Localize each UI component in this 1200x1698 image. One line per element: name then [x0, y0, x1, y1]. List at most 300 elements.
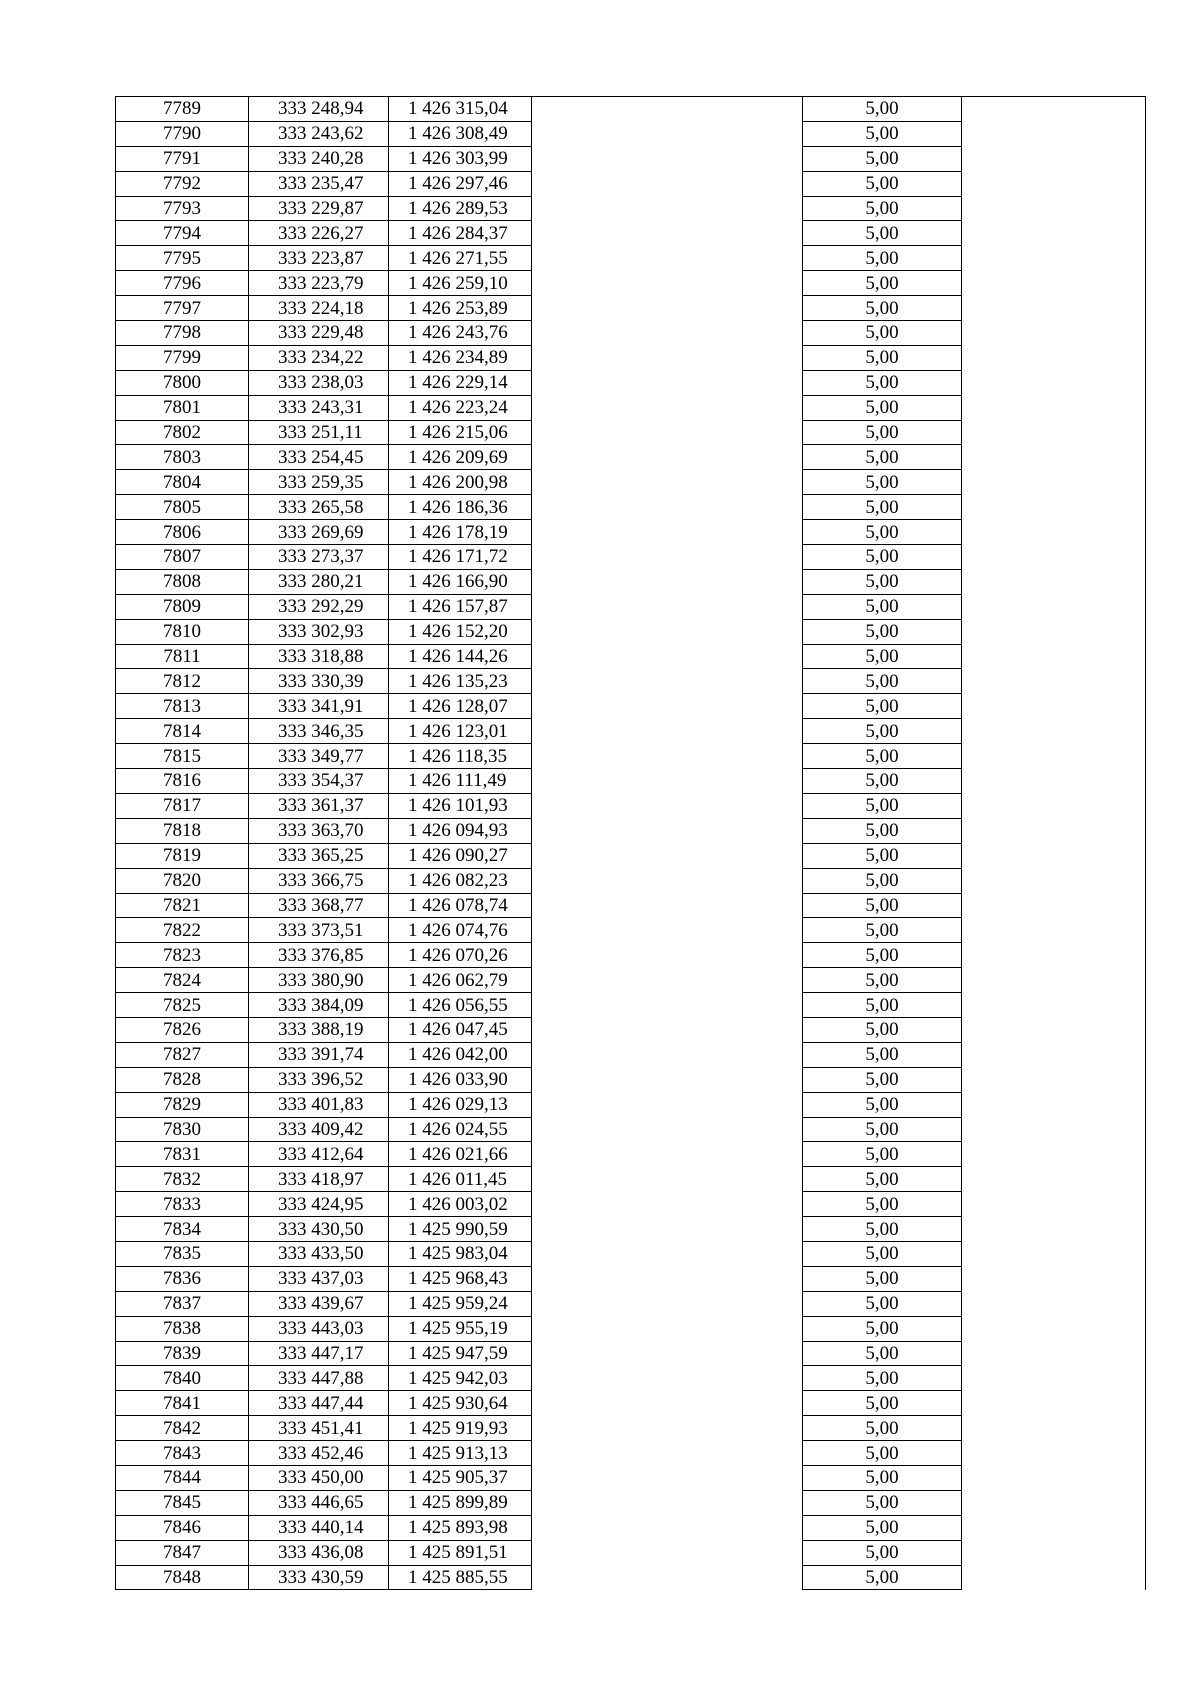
table-row — [116, 1391, 1146, 1416]
empty-cell — [962, 1117, 1146, 1142]
x-coordinate-cell — [249, 1565, 389, 1590]
table-row — [116, 1117, 1146, 1142]
x-coordinate-text: 333 388,19 — [278, 1019, 364, 1041]
x-coordinate-text: 333 366,75 — [278, 870, 364, 892]
empty-cell — [962, 769, 1146, 794]
y-coordinate-text: 1 426 082,23 — [408, 870, 508, 892]
y-coordinate-text: 1 426 074,76 — [408, 919, 508, 941]
value-cell: 5,00 — [803, 968, 962, 993]
x-coordinate-cell — [249, 246, 389, 271]
y-coordinate-cell — [389, 146, 532, 171]
empty-cell — [962, 968, 1146, 993]
value-cell: 5,00 — [803, 993, 962, 1018]
y-coordinate-text: 1 426 135,23 — [408, 670, 508, 692]
x-coordinate-text: 333 223,79 — [278, 272, 364, 294]
y-coordinate-cell — [389, 271, 532, 296]
x-coordinate-text: 333 433,50 — [278, 1243, 364, 1265]
x-coordinate-cell — [249, 893, 389, 918]
y-coordinate-cell — [389, 345, 532, 370]
value-cell: 5,00 — [803, 943, 962, 968]
y-coordinate-cell — [389, 1067, 532, 1092]
y-coordinate-text: 1 426 271,55 — [408, 247, 508, 269]
y-coordinate-cell — [389, 1167, 532, 1192]
table-row — [116, 594, 1146, 619]
table-row — [116, 196, 1146, 221]
point-number-cell: 7829 — [116, 1092, 249, 1117]
y-coordinate-cell — [389, 1515, 532, 1540]
x-coordinate-cell — [249, 694, 389, 719]
y-coordinate-cell — [389, 1241, 532, 1266]
x-coordinate-text: 333 302,93 — [278, 621, 364, 643]
coordinates-table-body — [116, 97, 1146, 1590]
y-coordinate-cell — [389, 370, 532, 395]
value-cell: 5,00 — [803, 569, 962, 594]
table-row — [116, 1217, 1146, 1242]
y-coordinate-cell — [389, 993, 532, 1018]
empty-cell — [532, 943, 803, 968]
table-row — [116, 1441, 1146, 1466]
x-coordinate-text: 333 229,87 — [278, 198, 364, 219]
table-row — [116, 271, 1146, 296]
point-number-cell: 7816 — [116, 769, 249, 794]
value-cell: 5,00 — [803, 1266, 962, 1291]
x-coordinate-text: 333 436,08 — [278, 1542, 364, 1564]
x-coordinate-text: 333 447,17 — [278, 1342, 364, 1364]
empty-cell — [532, 420, 803, 445]
value-cell: 5,00 — [803, 694, 962, 719]
empty-cell — [962, 993, 1146, 1018]
point-number-cell: 7818 — [116, 818, 249, 843]
empty-cell — [532, 669, 803, 694]
value-cell: 5,00 — [803, 370, 962, 395]
point-number-cell: 7848 — [116, 1565, 249, 1590]
x-coordinate-cell — [249, 1017, 389, 1042]
x-coordinate-cell — [249, 1092, 389, 1117]
value-cell: 5,00 — [803, 843, 962, 868]
value-cell: 5,00 — [803, 121, 962, 146]
empty-cell — [532, 121, 803, 146]
point-number-cell: 7836 — [116, 1266, 249, 1291]
empty-cell — [532, 1540, 803, 1565]
value-cell: 5,00 — [803, 1217, 962, 1242]
point-number-cell: 7839 — [116, 1341, 249, 1366]
empty-cell — [532, 1490, 803, 1515]
table-row — [116, 520, 1146, 545]
y-coordinate-cell — [389, 968, 532, 993]
empty-cell — [532, 968, 803, 993]
point-number-cell: 7840 — [116, 1366, 249, 1391]
empty-cell — [962, 1092, 1146, 1117]
x-coordinate-cell — [249, 1167, 389, 1192]
table-row — [116, 246, 1146, 271]
point-number-cell: 7822 — [116, 918, 249, 943]
y-coordinate-text: 1 426 259,10 — [408, 272, 508, 294]
value-cell: 5,00 — [803, 769, 962, 794]
y-coordinate-text: 1 426 111,49 — [408, 770, 507, 792]
empty-cell — [962, 196, 1146, 221]
y-coordinate-text: 1 426 289,53 — [408, 198, 508, 219]
value-cell: 5,00 — [803, 1042, 962, 1067]
empty-cell — [962, 1167, 1146, 1192]
value-cell: 5,00 — [803, 1241, 962, 1266]
point-number-cell: 7815 — [116, 744, 249, 769]
value-cell: 5,00 — [803, 545, 962, 570]
empty-cell — [962, 221, 1146, 246]
y-coordinate-cell — [389, 769, 532, 794]
y-coordinate-text: 1 426 186,36 — [408, 496, 508, 518]
empty-cell — [532, 1416, 803, 1441]
x-coordinate-text: 333 365,25 — [278, 845, 364, 867]
x-coordinate-text: 333 430,59 — [278, 1566, 364, 1588]
value-cell: 5,00 — [803, 1092, 962, 1117]
table-row — [116, 1291, 1146, 1316]
value-cell: 5,00 — [803, 321, 962, 346]
empty-cell — [532, 445, 803, 470]
empty-cell — [532, 395, 803, 420]
value-cell: 5,00 — [803, 1416, 962, 1441]
y-coordinate-cell — [389, 1042, 532, 1067]
point-number-cell: 7847 — [116, 1540, 249, 1565]
empty-cell — [532, 1192, 803, 1217]
value-cell: 5,00 — [803, 196, 962, 221]
y-coordinate-cell — [389, 619, 532, 644]
point-number-cell: 7800 — [116, 370, 249, 395]
point-number-cell: 7846 — [116, 1515, 249, 1540]
point-number-cell: 7819 — [116, 843, 249, 868]
empty-cell — [962, 495, 1146, 520]
x-coordinate-text: 333 259,35 — [278, 471, 364, 493]
x-coordinate-cell — [249, 1217, 389, 1242]
value-cell: 5,00 — [803, 221, 962, 246]
x-coordinate-cell — [249, 868, 389, 893]
empty-cell — [532, 495, 803, 520]
empty-cell — [962, 520, 1146, 545]
value-cell: 5,00 — [803, 1067, 962, 1092]
y-coordinate-cell — [389, 121, 532, 146]
empty-cell — [962, 1515, 1146, 1540]
table-row — [116, 1515, 1146, 1540]
x-coordinate-cell — [249, 520, 389, 545]
y-coordinate-cell — [389, 918, 532, 943]
value-cell: 5,00 — [803, 345, 962, 370]
empty-cell — [962, 370, 1146, 395]
empty-cell — [532, 1291, 803, 1316]
x-coordinate-cell — [249, 370, 389, 395]
y-coordinate-cell — [389, 1416, 532, 1441]
point-number-cell: 7844 — [116, 1465, 249, 1490]
table-row — [116, 918, 1146, 943]
y-coordinate-text: 1 426 178,19 — [408, 521, 508, 543]
y-coordinate-cell — [389, 644, 532, 669]
table-row — [116, 470, 1146, 495]
x-coordinate-text: 333 265,58 — [278, 496, 364, 518]
x-coordinate-cell — [249, 1142, 389, 1167]
empty-cell — [962, 1017, 1146, 1042]
point-number-cell: 7808 — [116, 569, 249, 594]
x-coordinate-text: 333 280,21 — [278, 571, 364, 593]
point-number-cell: 7843 — [116, 1441, 249, 1466]
y-coordinate-cell — [389, 1441, 532, 1466]
point-number-cell: 7832 — [116, 1167, 249, 1192]
x-coordinate-cell — [249, 669, 389, 694]
empty-cell — [532, 1092, 803, 1117]
empty-cell — [532, 1316, 803, 1341]
y-coordinate-text: 1 426 033,90 — [408, 1069, 508, 1091]
y-coordinate-cell — [389, 1092, 532, 1117]
x-coordinate-cell — [249, 1416, 389, 1441]
point-number-cell: 7801 — [116, 395, 249, 420]
y-coordinate-text: 1 426 062,79 — [408, 969, 508, 991]
point-number-cell: 7828 — [116, 1067, 249, 1092]
table-row — [116, 1042, 1146, 1067]
x-coordinate-text: 333 440,14 — [278, 1517, 364, 1539]
empty-cell — [962, 1192, 1146, 1217]
empty-cell — [532, 843, 803, 868]
y-coordinate-cell — [389, 246, 532, 271]
empty-cell — [532, 1565, 803, 1590]
table-row — [116, 968, 1146, 993]
value-cell: 5,00 — [803, 296, 962, 321]
empty-cell — [532, 1142, 803, 1167]
value-cell: 5,00 — [803, 818, 962, 843]
x-coordinate-text: 333 234,22 — [278, 347, 364, 369]
empty-cell — [962, 296, 1146, 321]
x-coordinate-cell — [249, 146, 389, 171]
point-number-cell: 7841 — [116, 1391, 249, 1416]
empty-cell — [962, 121, 1146, 146]
value-cell: 5,00 — [803, 395, 962, 420]
y-coordinate-text: 1 426 223,24 — [408, 397, 508, 419]
point-number-cell: 7806 — [116, 520, 249, 545]
value-cell: 5,00 — [803, 445, 962, 470]
y-coordinate-text: 1 426 011,45 — [408, 1168, 508, 1190]
point-number-cell: 7811 — [116, 644, 249, 669]
table-row — [116, 993, 1146, 1018]
empty-cell — [962, 943, 1146, 968]
y-coordinate-cell — [389, 1142, 532, 1167]
empty-cell — [532, 694, 803, 719]
y-coordinate-text: 1 426 229,14 — [408, 372, 508, 394]
value-cell: 5,00 — [803, 744, 962, 769]
empty-cell — [962, 1540, 1146, 1565]
empty-cell — [962, 594, 1146, 619]
point-number-cell: 7833 — [116, 1192, 249, 1217]
x-coordinate-cell — [249, 271, 389, 296]
value-cell: 5,00 — [803, 1117, 962, 1142]
x-coordinate-text: 333 447,88 — [278, 1367, 364, 1389]
y-coordinate-text: 1 426 003,02 — [408, 1193, 508, 1215]
point-number-cell: 7812 — [116, 669, 249, 694]
empty-cell — [532, 1366, 803, 1391]
x-coordinate-cell — [249, 1241, 389, 1266]
x-coordinate-text: 333 361,37 — [278, 795, 364, 817]
y-coordinate-text: 1 425 930,64 — [408, 1392, 508, 1414]
empty-cell — [962, 868, 1146, 893]
empty-cell — [532, 719, 803, 744]
x-coordinate-text: 333 430,50 — [278, 1218, 364, 1240]
empty-cell — [532, 644, 803, 669]
empty-cell — [962, 395, 1146, 420]
x-coordinate-cell — [249, 843, 389, 868]
y-coordinate-cell — [389, 470, 532, 495]
y-coordinate-cell — [389, 97, 532, 122]
point-number-cell: 7804 — [116, 470, 249, 495]
point-number-cell: 7821 — [116, 893, 249, 918]
value-cell: 5,00 — [803, 918, 962, 943]
empty-cell — [532, 321, 803, 346]
x-coordinate-cell — [249, 470, 389, 495]
y-coordinate-text: 1 425 891,51 — [408, 1542, 508, 1564]
point-number-cell: 7814 — [116, 719, 249, 744]
empty-cell — [532, 1341, 803, 1366]
value-cell: 5,00 — [803, 1142, 962, 1167]
empty-cell — [532, 769, 803, 794]
value-cell: 5,00 — [803, 594, 962, 619]
x-coordinate-text: 333 330,39 — [278, 670, 364, 692]
empty-cell — [532, 296, 803, 321]
x-coordinate-cell — [249, 769, 389, 794]
x-coordinate-text: 333 384,09 — [278, 994, 364, 1016]
y-coordinate-cell — [389, 719, 532, 744]
empty-cell — [962, 445, 1146, 470]
point-number-cell: 7831 — [116, 1142, 249, 1167]
empty-cell — [962, 1416, 1146, 1441]
y-coordinate-text: 1 425 893,98 — [408, 1517, 508, 1539]
x-coordinate-text: 333 229,48 — [278, 322, 364, 344]
value-cell: 5,00 — [803, 1192, 962, 1217]
empty-cell — [532, 171, 803, 196]
table-row — [116, 818, 1146, 843]
empty-cell — [962, 569, 1146, 594]
y-coordinate-text: 1 426 128,07 — [408, 695, 508, 717]
empty-cell — [962, 694, 1146, 719]
x-coordinate-cell — [249, 1291, 389, 1316]
x-coordinate-cell — [249, 545, 389, 570]
y-coordinate-text: 1 426 090,27 — [408, 845, 508, 867]
table-row — [116, 1465, 1146, 1490]
value-cell: 5,00 — [803, 1341, 962, 1366]
x-coordinate-cell — [249, 495, 389, 520]
empty-cell — [532, 345, 803, 370]
value-cell: 5,00 — [803, 619, 962, 644]
x-coordinate-text: 333 401,83 — [278, 1094, 364, 1116]
y-coordinate-cell — [389, 196, 532, 221]
y-coordinate-cell — [389, 943, 532, 968]
table-row — [116, 121, 1146, 146]
point-number-cell: 7791 — [116, 146, 249, 171]
y-coordinate-cell — [389, 1266, 532, 1291]
value-cell: 5,00 — [803, 1017, 962, 1042]
y-coordinate-cell — [389, 321, 532, 346]
x-coordinate-cell — [249, 793, 389, 818]
x-coordinate-cell — [249, 296, 389, 321]
empty-cell — [532, 1441, 803, 1466]
value-cell: 5,00 — [803, 893, 962, 918]
y-coordinate-text: 1 426 021,66 — [408, 1143, 508, 1165]
value-cell: 5,00 — [803, 1565, 962, 1590]
empty-cell — [532, 818, 803, 843]
empty-cell — [532, 246, 803, 271]
x-coordinate-cell — [249, 1316, 389, 1341]
x-coordinate-text: 333 443,03 — [278, 1318, 364, 1340]
table-row — [116, 221, 1146, 246]
x-coordinate-text: 333 354,37 — [278, 770, 364, 792]
empty-cell — [962, 1490, 1146, 1515]
x-coordinate-text: 333 412,64 — [278, 1143, 364, 1165]
empty-cell — [532, 1266, 803, 1291]
y-coordinate-text: 1 426 157,87 — [408, 596, 508, 618]
point-number-cell: 7813 — [116, 694, 249, 719]
x-coordinate-cell — [249, 569, 389, 594]
empty-cell — [962, 1565, 1146, 1590]
y-coordinate-text: 1 426 070,26 — [408, 944, 508, 966]
y-coordinate-cell — [389, 395, 532, 420]
y-coordinate-cell — [389, 1465, 532, 1490]
x-coordinate-text: 333 376,85 — [278, 944, 364, 966]
y-coordinate-text: 1 426 094,93 — [408, 820, 508, 842]
empty-cell — [532, 1217, 803, 1242]
point-number-cell: 7795 — [116, 246, 249, 271]
x-coordinate-cell — [249, 1490, 389, 1515]
table-row — [116, 1316, 1146, 1341]
x-coordinate-text: 333 238,03 — [278, 372, 364, 394]
point-number-cell: 7809 — [116, 594, 249, 619]
y-coordinate-cell — [389, 694, 532, 719]
y-coordinate-text: 1 426 029,13 — [408, 1094, 508, 1116]
value-cell: 5,00 — [803, 644, 962, 669]
table-row — [116, 744, 1146, 769]
y-coordinate-cell — [389, 569, 532, 594]
empty-cell — [962, 893, 1146, 918]
x-coordinate-text: 333 452,46 — [278, 1442, 364, 1464]
point-number-cell: 7797 — [116, 296, 249, 321]
empty-cell — [532, 1042, 803, 1067]
table-row — [116, 1416, 1146, 1441]
x-coordinate-text: 333 368,77 — [278, 894, 364, 916]
value-cell: 5,00 — [803, 669, 962, 694]
value-cell: 5,00 — [803, 420, 962, 445]
y-coordinate-text: 1 425 947,59 — [408, 1342, 508, 1364]
y-coordinate-text: 1 426 101,93 — [408, 795, 508, 817]
x-coordinate-cell — [249, 420, 389, 445]
table-row — [116, 843, 1146, 868]
table-row — [116, 1167, 1146, 1192]
table-row — [116, 1565, 1146, 1590]
table-row — [116, 1540, 1146, 1565]
y-coordinate-cell — [389, 420, 532, 445]
y-coordinate-cell — [389, 1490, 532, 1515]
value-cell: 5,00 — [803, 719, 962, 744]
empty-cell — [962, 1217, 1146, 1242]
value-cell: 5,00 — [803, 246, 962, 271]
y-coordinate-text: 1 426 243,76 — [408, 322, 508, 344]
x-coordinate-text: 333 226,27 — [278, 222, 364, 244]
coordinates-table — [115, 96, 1146, 1590]
empty-cell — [532, 196, 803, 221]
y-coordinate-cell — [389, 520, 532, 545]
x-coordinate-cell — [249, 594, 389, 619]
y-coordinate-cell — [389, 495, 532, 520]
point-number-cell: 7834 — [116, 1217, 249, 1242]
y-coordinate-cell — [389, 1316, 532, 1341]
table-row — [116, 1192, 1146, 1217]
x-coordinate-text: 333 373,51 — [278, 919, 364, 941]
y-coordinate-text: 1 426 297,46 — [408, 173, 508, 195]
x-coordinate-cell — [249, 97, 389, 122]
point-number-cell: 7824 — [116, 968, 249, 993]
table-row — [116, 893, 1146, 918]
point-number-cell: 7835 — [116, 1241, 249, 1266]
